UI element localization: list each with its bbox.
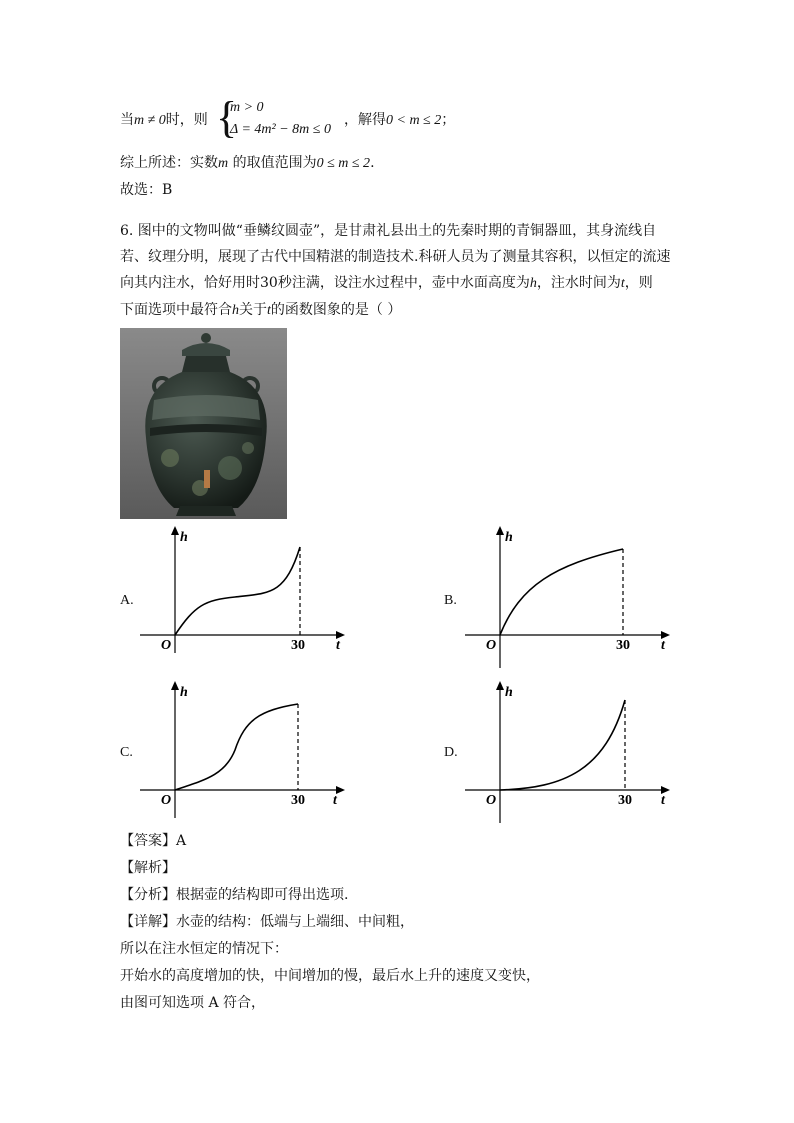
graph-a (140, 525, 355, 655)
curve-c (175, 704, 298, 790)
y-arrow-icon (171, 681, 179, 690)
case-prefix: 当 (120, 112, 134, 128)
question-line-4 (120, 297, 680, 324)
curve-b (500, 549, 623, 635)
question-line-1: 6. 图中的文物叫做“垂鳞纹圆壶”，是甘肃礼县出土的先秦时期的青铜器皿，其身流线自 (120, 223, 657, 239)
analysis-title: 【解析】 (120, 860, 176, 876)
graph-b (465, 525, 680, 670)
tick-30-label: 30 (618, 793, 632, 808)
solve-result: 0 < m ≤ 2 (386, 113, 442, 128)
q-line3-b: ，注水时间为 (536, 275, 621, 291)
y-axis-label: h (505, 530, 513, 545)
bronze-vessel-photo (120, 328, 287, 519)
x-axis-label: t (336, 638, 340, 653)
q-line4-a: 下面选项中最符合 (120, 302, 232, 318)
choice-line: 故选：B (120, 182, 173, 198)
question-line-3 (120, 270, 680, 297)
origin-label: O (486, 793, 497, 808)
analysis-fenxi: 【分析】根据壶的结构即可得出选项. (120, 887, 349, 903)
y-axis-label: h (180, 530, 188, 545)
solve-line (344, 110, 455, 131)
q-line4-b: 关于 (239, 302, 267, 318)
y-axis-label: h (505, 685, 513, 700)
graph-c (140, 680, 355, 820)
system-line-2: Δ = 4m² − 8m ≤ 0 (230, 122, 331, 137)
summary-line (120, 153, 375, 174)
q-var-h-2: h (232, 303, 239, 318)
q-var-h: h (529, 276, 537, 291)
summary-result: 0 ≤ m ≤ 2 (316, 156, 371, 171)
q-var-t: t (620, 276, 625, 291)
summary-prefix: 综上所述：实数 (120, 155, 218, 171)
option-a-label: A. (120, 593, 134, 608)
summary-var: m (218, 156, 229, 171)
q-var-t-2: t (267, 303, 271, 318)
case-condition: m ≠ 0 (134, 113, 166, 128)
x-axis-label: t (661, 638, 665, 653)
x-axis-label: t (333, 793, 337, 808)
summary-mid: 的取值范围为 (232, 155, 317, 171)
curve-a (175, 547, 300, 635)
y-arrow-icon (496, 681, 504, 690)
analysis-line-2: 所以在注水恒定的情况下： (120, 941, 288, 957)
option-b-label: B. (444, 593, 457, 608)
q-line4-c: 的函数图象的是（ ） (270, 302, 402, 318)
case-mid: 时，则 (165, 112, 208, 128)
system-line-1: m > 0 (230, 100, 264, 115)
y-arrow-icon (496, 526, 504, 535)
question-6 (120, 218, 680, 324)
question-line-2: 若、纹理分明，展现了古代中国精湛的制造技术.科研人员为了测量其容积，以恒定的流速 (120, 249, 671, 265)
analysis-line-3: 开始水的高度增加的快，中间增加的慢，最后水上升的速度又变快， (120, 968, 540, 984)
analysis-line-4: 由图可知选项 A 符合， (120, 995, 266, 1011)
x-arrow-icon (336, 786, 345, 794)
y-arrow-icon (171, 526, 179, 535)
x-axis-label: t (661, 793, 665, 808)
answer-line: 【答案】A (120, 833, 187, 849)
tick-30-label: 30 (616, 638, 630, 653)
curve-d (500, 700, 625, 790)
q-line3-c: ，则 (624, 275, 653, 291)
tick-30-label: 30 (291, 638, 305, 653)
option-c-label: C. (120, 745, 133, 760)
solve-suffix: ； (441, 112, 456, 128)
origin-label: O (161, 638, 172, 653)
option-d-label: D. (444, 745, 458, 760)
q-line3-a: 向其内注水，恰好用时30秒注满，设注水过程中，壶中水面高度为 (120, 275, 530, 291)
solve-prefix: ，解得 (344, 112, 386, 128)
case-line (120, 110, 208, 131)
tick-30-label: 30 (291, 793, 305, 808)
graph-d (465, 680, 680, 825)
y-axis-label: h (180, 685, 188, 700)
system-brace: { (216, 93, 238, 142)
origin-label: O (486, 638, 497, 653)
summary-suffix: . (370, 155, 375, 171)
origin-label: O (161, 793, 172, 808)
analysis-xiangjie: 【详解】水壶的结构：低端与上端细、中间粗， (120, 914, 414, 930)
